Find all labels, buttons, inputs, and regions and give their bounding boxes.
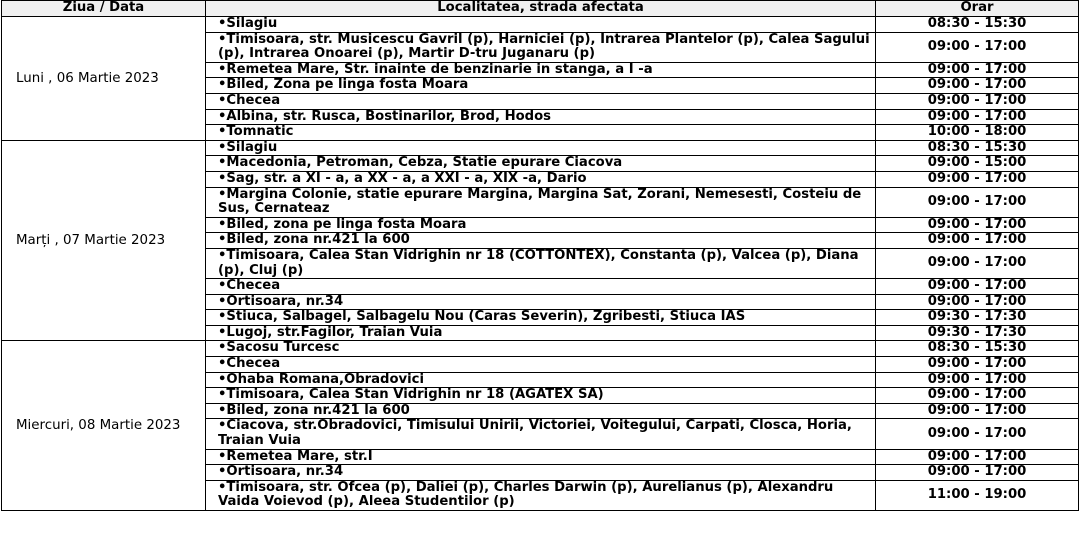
day-date-cell: Miercuri, 08 Martie 2023 bbox=[2, 341, 206, 511]
location-cell: •Ohaba Romana,Obradovici bbox=[206, 372, 876, 388]
time-cell: 09:00 - 17:00 bbox=[876, 449, 1079, 465]
time-cell: 08:30 - 15:30 bbox=[876, 341, 1079, 357]
location-cell: •Sacosu Turcesc bbox=[206, 341, 876, 357]
table-row bbox=[2, 140, 1079, 156]
time-cell: 09:00 - 17:00 bbox=[876, 171, 1079, 187]
time-cell: 11:00 - 19:00 bbox=[876, 480, 1079, 510]
time-cell: 09:00 - 17:00 bbox=[876, 388, 1079, 404]
location-cell: •Macedonia, Petroman, Cebza, Statie epurare Ciacova bbox=[206, 156, 876, 172]
header-row bbox=[2, 1, 1079, 17]
time-cell: 09:00 - 17:00 bbox=[876, 403, 1079, 419]
location-cell: •Tomnatic bbox=[206, 125, 876, 141]
location-cell: •Remetea Mare, str.I bbox=[206, 449, 876, 465]
time-cell: 09:00 - 17:00 bbox=[876, 109, 1079, 125]
time-cell: 09:00 - 17:00 bbox=[876, 357, 1079, 373]
time-cell: 08:30 - 15:30 bbox=[876, 17, 1079, 33]
location-cell: •Biled, zona nr.421 la 600 bbox=[206, 403, 876, 419]
outage-schedule-table bbox=[1, 0, 1079, 511]
header-location: Localitatea, strada afectata bbox=[206, 1, 876, 17]
time-cell: 09:00 - 15:00 bbox=[876, 156, 1079, 172]
location-cell: •Biled, Zona pe linga fosta Moara bbox=[206, 78, 876, 94]
location-cell: •Margina Colonie, statie epurare Margina, Margina Sat, Zorani, Nemesesti, Costeiu de Sus, Cernateaz bbox=[206, 187, 876, 217]
time-cell: 09:00 - 17:00 bbox=[876, 419, 1079, 449]
location-cell: •Checea bbox=[206, 279, 876, 295]
time-cell: 10:00 - 18:00 bbox=[876, 125, 1079, 141]
location-cell: •Biled, zona nr.421 la 600 bbox=[206, 233, 876, 249]
time-cell: 09:30 - 17:30 bbox=[876, 310, 1079, 326]
time-cell: 08:30 - 15:30 bbox=[876, 140, 1079, 156]
location-cell: •Ortisoara, nr.34 bbox=[206, 294, 876, 310]
location-cell: •Sag, str. a XI - a, a XX - a, a XXI - a, XIX -a, Dario bbox=[206, 171, 876, 187]
location-cell: •Albina, str. Rusca, Bostinarilor, Brod, Hodos bbox=[206, 109, 876, 125]
header-date: Ziua / Data bbox=[2, 1, 206, 17]
time-cell: 09:00 - 17:00 bbox=[876, 187, 1079, 217]
location-cell: •Checea bbox=[206, 93, 876, 109]
time-cell: 09:30 - 17:30 bbox=[876, 325, 1079, 341]
location-cell: •Timisoara, str. Ofcea (p), Daliei (p), Charles Darwin (p), Aurelianus (p), Alexandru Vaida Voievod (p), Aleea Studentilor (p) bbox=[206, 480, 876, 510]
location-cell: •Remetea Mare, Str. inainte de benzinarie in stanga, a I -a bbox=[206, 62, 876, 78]
location-cell: •Timisoara, Calea Stan Vidrighin nr 18 (AGATEX SA) bbox=[206, 388, 876, 404]
location-cell: •Timisoara, Calea Stan Vidrighin nr 18 (COTTONTEX), Constanta (p), Valcea (p), Diana (p), Cluj (p) bbox=[206, 248, 876, 278]
location-cell: •Lugoj, str.Fagilor, Traian Vuia bbox=[206, 325, 876, 341]
time-cell: 09:00 - 17:00 bbox=[876, 62, 1079, 78]
time-cell: 09:00 - 17:00 bbox=[876, 248, 1079, 278]
time-cell: 09:00 - 17:00 bbox=[876, 233, 1079, 249]
time-cell: 09:00 - 17:00 bbox=[876, 93, 1079, 109]
location-cell: •Silagiu bbox=[206, 140, 876, 156]
time-cell: 09:00 - 17:00 bbox=[876, 78, 1079, 94]
time-cell: 09:00 - 17:00 bbox=[876, 32, 1079, 62]
time-cell: 09:00 - 17:00 bbox=[876, 294, 1079, 310]
location-cell: •Ortisoara, nr.34 bbox=[206, 465, 876, 481]
table-row bbox=[2, 341, 1079, 357]
day-date-cell: Marți , 07 Martie 2023 bbox=[2, 140, 206, 341]
day-date-cell: Luni , 06 Martie 2023 bbox=[2, 17, 206, 141]
location-cell: •Stiuca, Salbagel, Salbagelu Nou (Caras Severin), Zgribesti, Stiuca IAS bbox=[206, 310, 876, 326]
location-cell: •Ciacova, str.Obradovici, Timisului Unirii, Victoriei, Voitegului, Carpati, Closca, Horia, Traian Vuia bbox=[206, 419, 876, 449]
location-cell: •Checea bbox=[206, 357, 876, 373]
location-cell: •Silagiu bbox=[206, 17, 876, 33]
time-cell: 09:00 - 17:00 bbox=[876, 279, 1079, 295]
schedule-body bbox=[2, 17, 1079, 511]
table-row bbox=[2, 17, 1079, 33]
location-cell: •Biled, zona pe linga fosta Moara bbox=[206, 217, 876, 233]
time-cell: 09:00 - 17:00 bbox=[876, 465, 1079, 481]
location-cell: •Timisoara, str. Musicescu Gavril (p), Harniciei (p), Intrarea Plantelor (p), Calea Sagului (p), Intrarea Onoarei (p), Martir D-tru Juganaru (p) bbox=[206, 32, 876, 62]
header-time: Orar bbox=[876, 1, 1079, 17]
time-cell: 09:00 - 17:00 bbox=[876, 217, 1079, 233]
time-cell: 09:00 - 17:00 bbox=[876, 372, 1079, 388]
